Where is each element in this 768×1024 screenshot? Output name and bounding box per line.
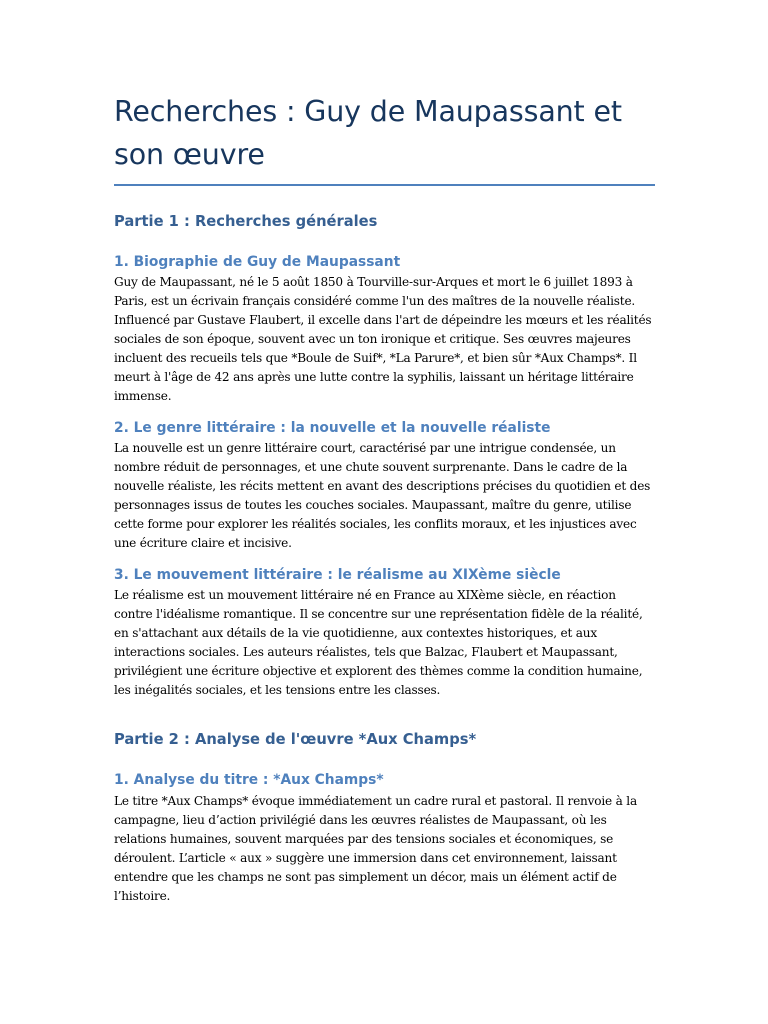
- section-genre-heading: 2. Le genre littéraire : la nouvelle et la nouvelle réaliste: [114, 420, 551, 436]
- part2-heading: Partie 2 : Analyse de l'œuvre *Aux Champs*: [114, 731, 477, 748]
- section-genre-text: La nouvelle est un genre littéraire court, caractérisé par une intrigue condensée, un nombre réduit de personnages, et une chute souvent surprenante. Dans le cadre de la nouvelle réaliste, les récits mettent en avant des descriptions précises du quotidien et des personnages issus de toutes les couches sociales. Maupassant, maître du genre, utilise cette forme pour explorer les réalités sociales, les conflits moraux, et les injustices avec une écriture claire et incisive.: [114, 441, 651, 550]
- section-biography-text: Guy de Maupassant, né le 5 août 1850 à Tourville-sur-Arques et mort le 6 juillet 1893 à Paris, est un écrivain français considéré comme l'un des maîtres de la nouvelle réaliste. Influencé par Gustave Flaubert, il excelle dans l'art de dépeindre les mœurs et les réalités sociales de son époque, souvent avec un ton ironique et critique. Ses œuvres majeures incluent des recueils tels que *Boule de Suif*, *La Parure*, et bien sûr *Aux Champs*. Il meurt à l'âge de 42 ans après une lutte contre la syphilis, laissant un héritage littéraire immense.: [114, 275, 652, 403]
- section-movement-heading: 3. Le mouvement littéraire : le réalisme au XIXème siècle: [114, 567, 561, 583]
- title-underline-rule: [114, 184, 655, 186]
- section-movement-text: Le réalisme est un mouvement littéraire né en France au XIXème siècle, en réaction contre l'idéalisme romantique. Il se concentre sur une représentation fidèle de la réalité, en s'attachant aux détails de la vie quotidienne, aux contextes historiques, et aux interactions sociales. Les auteurs réalistes, tels que Balzac, Flaubert et Maupassant, privilégient une écriture objective et explorent des thèmes comme la condition humaine, les inégalités sociales, et les tensions entre les classes.: [114, 588, 643, 697]
- section-title-analysis-text: Le titre *Aux Champs* évoque immédiatement un cadre rural et pastoral. Il renvoie à la campagne, lieu d’action privilégié dans les œuvres réalistes de Maupassant, où les relations humaines, souvent marquées par des tensions sociales et économiques, se déroulent. L’article « aux » suggère une immersion dans cet environnement, laissant entendre que les champs ne sont pas simplement un décor, mais un élément actif de l’histoire.: [114, 794, 637, 903]
- section-title-analysis-heading: 1. Analyse du titre : *Aux Champs*: [114, 772, 384, 788]
- section-biography-heading: 1. Biographie de Guy de Maupassant: [114, 254, 401, 270]
- document-title: Recherches : Guy de Maupassant et son œuvre: [114, 95, 622, 171]
- document-page: [114, 90, 655, 906]
- part1-heading: Partie 1 : Recherches générales: [114, 213, 378, 230]
